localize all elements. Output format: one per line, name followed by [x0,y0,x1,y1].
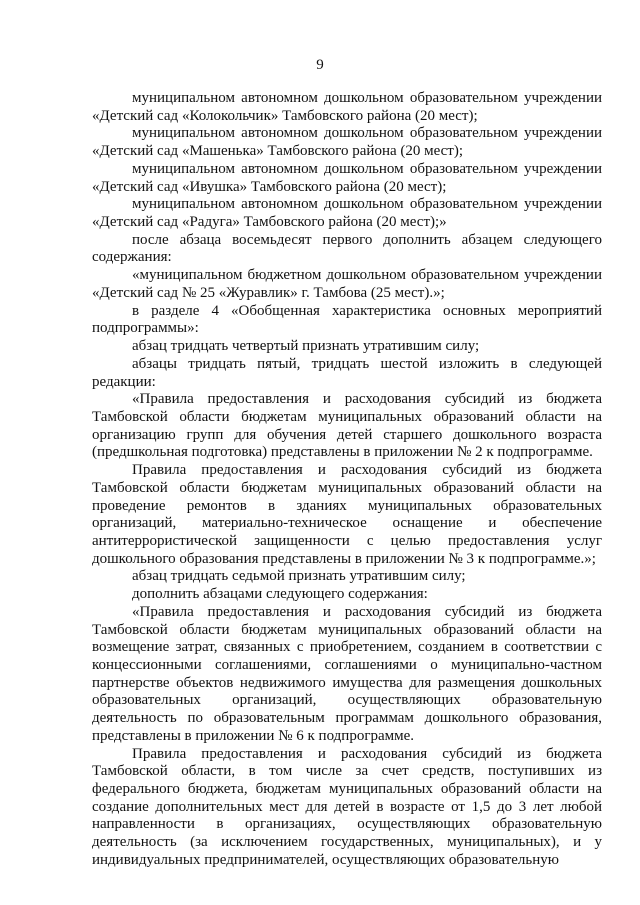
paragraph: муниципальном автономном дошкольном образовательном учреждении «Детский сад «Колокольчик» Тамбовского района (20 мест); [92,90,602,124]
paragraph: «Правила предоставления и расходования субсидий из бюджета Тамбовской области бюджетам муниципальных образований области на организацию групп для обучения детей старшего дошкольного возраста (предшкольная подготовка) представлены в приложении № 2 к подпрограмме. [92,391,602,461]
document-body [92,90,602,870]
paragraph: муниципальном автономном дошкольном образовательном учреждении «Детский сад «Ивушка» Тамбовского района (20 мест); [92,160,602,195]
paragraph: муниципальном автономном дошкольном образовательном учреждении «Детский сад «Машенька» Тамбовского района (20 мест); [92,125,602,160]
paragraph: абзацы тридцать пятый, тридцать шестой изложить в следующей редакции: [92,355,602,390]
paragraph: абзац тридцать седьмой признать утратившим силу; [132,568,466,585]
paragraph: Правила предоставления и расходования субсидий из бюджета Тамбовской области бюджетам муниципальных образований области на проведение ремонтов в зданиях муниципальных образовательных организаций, материально-техническое оснащение и обеспечение антитеррористической защищенности с целью предоставления услуг дошкольного образования представлены в приложении № 3 к подпрограмме.»; [92,462,602,567]
paragraph: Правила предоставления и расходования субсидий из бюджета Тамбовской области, в том числе за счет средств, поступивших из федерального бюджета, бюджетам муниципальных образований области на создание дополнительных мест для детей в возрасте от 1,5 до 3 лет любой направленности в организациях, осуществляющих образовательную деятельность (за исключением государственных, муниципальных), и у индивидуальных предпринимателей, осуществляющих образовательную [92,745,602,868]
paragraph: после абзаца восемьдесят первого дополнить абзацем следующего содержания: [92,231,602,266]
paragraph: абзац тридцать четвертый признать утратившим силу; [132,338,480,355]
paragraph: дополнить абзацами следующего содержания: [132,586,428,603]
paragraph: «муниципальном бюджетном дошкольном образовательном учреждении «Детский сад № 25 «Журавлик» г. Тамбова (25 мест).»; [92,267,602,301]
page-number: 9 [316,57,324,73]
paragraph: муниципальном автономном дошкольном образовательном учреждении «Детский сад «Радуга» Тамбовского района (20 мест);» [92,196,602,231]
paragraph: в разделе 4 «Обобщенная характеристика основных мероприятий подпрограммы»: [92,302,602,337]
paragraph: «Правила предоставления и расходования субсидий из бюджета Тамбовской области бюджетам муниципальных образований области на возмещение затрат, связанных с приобретением, созданием в соответствии с концессионными соглашениями, соглашениями о муниципально-частном партнерстве объектов недвижимого имущества для размещения дошкольных образовательных организаций, осуществляющих образовательную деятельность по образовательным программам дошкольного образования, представлены в приложении № 6 к подпрограмме. [92,603,602,744]
